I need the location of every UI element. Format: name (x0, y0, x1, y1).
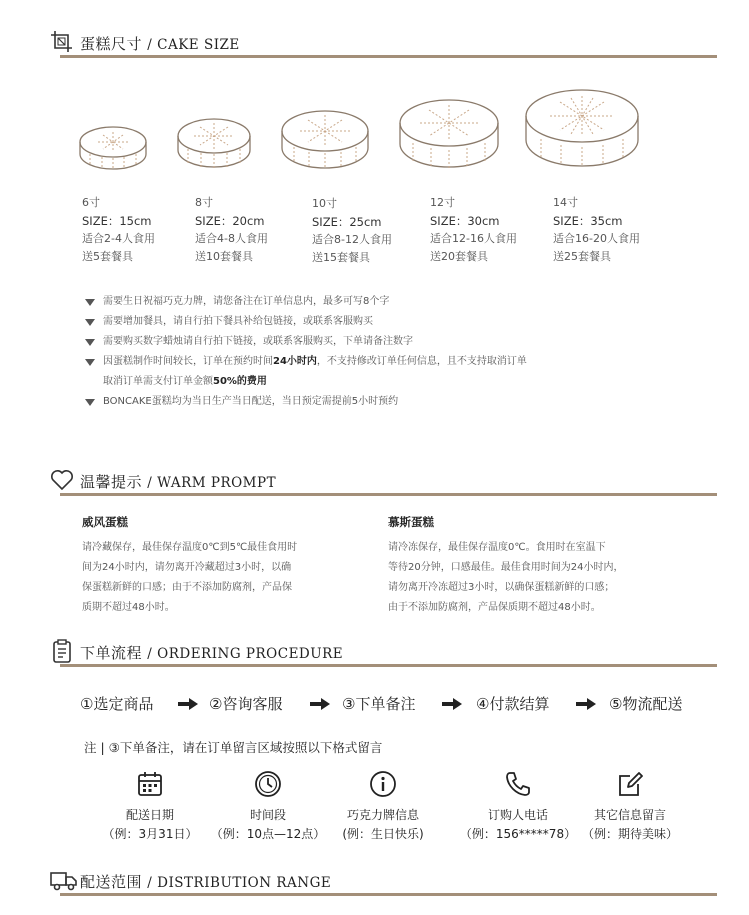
phone-icon (504, 770, 532, 798)
cake-size: SIZE：15cm (82, 214, 152, 228)
heart-icon (50, 468, 74, 492)
cake-tableware: 送20套餐具 (430, 250, 488, 263)
title-cn: 蛋糕尺寸 (80, 35, 143, 53)
cake-tableware: 送15套餐具 (312, 251, 370, 264)
clock-icon (254, 770, 282, 798)
cake-10-illustration (280, 108, 370, 172)
note-item-continued: 取消订单需支付订单金额50%的费用 (103, 376, 267, 387)
note-item: BONCAKE蛋糕均为当日生产当日配送，当日预定需提前5小时预约 (85, 392, 527, 412)
prompt-body: 请冷冻保存，最佳保存温度0℃。食用时在室温下 等待20分钟，口感最佳。最佳食用时间为24小时内， 请勿离开冷冻超过3小时，以确保蛋糕新鲜的口感； 由于不添加防腐剂，产品保质期不超过48小时。 (388, 542, 624, 613)
cake-6-illustration (78, 122, 148, 172)
cake-size: SIZE：30cm (430, 214, 500, 228)
step-3: ③下单备注 (342, 695, 416, 713)
prompt-title: 慕斯蛋糕 (388, 515, 434, 529)
delivery-truck-icon (50, 868, 78, 892)
title-cn: 温馨提示 (80, 473, 143, 491)
cake-inch: 8寸 (195, 196, 213, 209)
cake-tableware: 送5套餐具 (82, 250, 133, 263)
arrow-right-icon (310, 698, 330, 710)
title-en: / CAKE SIZE (147, 37, 240, 53)
section-title (80, 642, 343, 663)
field-example: （例：10点—12点） (210, 827, 326, 841)
prompt-title: 威风蛋糕 (82, 515, 128, 529)
note-item: 需要购买数字蜡烛请自行拍下链接，或联系客服购买，下单请备注数字 (85, 332, 527, 352)
section-title (80, 471, 276, 492)
order-steps (80, 693, 700, 717)
step-5: ⑤物流配送 (609, 695, 683, 713)
cake-notes (85, 292, 527, 412)
field-label: 巧克力牌信息 (346, 808, 419, 822)
title-en: / ORDERING PROCEDURE (147, 646, 344, 662)
section-divider (60, 493, 717, 496)
cake-12-info (430, 194, 517, 266)
arrow-right-icon (576, 698, 596, 710)
field-label: 时间段 (249, 808, 286, 822)
title-en: / DISTRIBUTION RANGE (147, 875, 332, 891)
cake-8-illustration (176, 116, 252, 172)
clipboard-icon (50, 639, 74, 663)
calendar-icon (136, 770, 164, 798)
section-title (80, 871, 331, 892)
field-chocolate-card (313, 770, 453, 842)
section-divider (60, 55, 717, 58)
step-4: ④付款结算 (476, 695, 550, 713)
section-divider (60, 664, 717, 667)
cake-14-info (553, 194, 640, 266)
triangle-icon (85, 399, 95, 406)
cake-inch: 10寸 (312, 197, 337, 210)
chiffon-cake-prompt (82, 514, 342, 618)
info-icon (369, 770, 397, 798)
mousse-cake-prompt (388, 514, 688, 618)
cake-inch: 14寸 (553, 196, 578, 209)
cake-size: SIZE：25cm (312, 215, 382, 229)
cake-serves: 适合16-20人食用 (553, 232, 640, 245)
cake-tableware: 送25套餐具 (553, 250, 611, 263)
title-cn: 下单流程 (80, 644, 143, 662)
field-other-message (560, 770, 700, 842)
cake-serves: 适合2-4人食用 (82, 232, 155, 245)
edit-icon (616, 770, 644, 798)
prompt-body: 请冷藏保存，最佳保存温度0℃到5℃最佳食用时 间为24小时内，请勿离开冷藏超过3小时，以确 保蛋糕新鲜的口感；由于不添加防腐剂，产品保 质期不超过48小时。 (82, 542, 298, 613)
triangle-icon (85, 339, 95, 346)
cake-serves: 适合4-8人食用 (195, 232, 268, 245)
cake-10-info (312, 195, 392, 267)
note-item: 因蛋糕制作时间较长，订单在预约时间24小时内，不支持修改订单任何信息，且不支持取消订单 (85, 352, 527, 372)
field-example: (例：生日快乐) (342, 827, 424, 841)
step-2: ②咨询客服 (209, 695, 283, 713)
note-item: 需要增加餐具，请自行拍下餐具补给包链接，或联系客服购买 (85, 312, 527, 332)
cake-14-illustration (524, 88, 640, 172)
crop-icon (50, 30, 74, 54)
arrow-right-icon (442, 698, 462, 710)
field-example: （例：期待美味） (581, 827, 678, 841)
cake-serves: 适合12-16人食用 (430, 232, 517, 245)
section-divider (60, 893, 717, 896)
cake-serves: 适合8-12人食用 (312, 233, 392, 246)
triangle-icon (85, 299, 95, 306)
cake-size: SIZE：20cm (195, 214, 265, 228)
field-label: 订购人电话 (487, 808, 548, 822)
cake-size: SIZE：35cm (553, 214, 623, 228)
cake-8-info (195, 194, 268, 266)
cake-inch: 12寸 (430, 196, 455, 209)
field-example: （例：156*****78） (459, 827, 577, 841)
field-example: （例：3月31日） (102, 827, 198, 841)
cake-tableware: 送10套餐具 (195, 250, 253, 263)
field-label: 配送日期 (125, 808, 174, 822)
section-title (80, 33, 240, 54)
triangle-icon (85, 319, 95, 326)
arrow-right-icon (178, 698, 198, 710)
triangle-icon (85, 359, 95, 366)
step-1: ①选定商品 (80, 695, 154, 713)
title-cn: 配送范围 (80, 873, 143, 891)
note-item: 需要生日祝福巧克力牌，请您备注在订单信息内，最多可写8个字 (85, 292, 527, 312)
order-note: 注 | ③下单备注，请在订单留言区域按照以下格式留言 (84, 740, 383, 755)
cake-inch: 6寸 (82, 196, 100, 209)
title-en: / WARM PROMPT (147, 475, 277, 491)
field-label: 其它信息留言 (593, 808, 666, 822)
cake-12-illustration (398, 98, 500, 172)
cake-6-info (82, 194, 155, 266)
